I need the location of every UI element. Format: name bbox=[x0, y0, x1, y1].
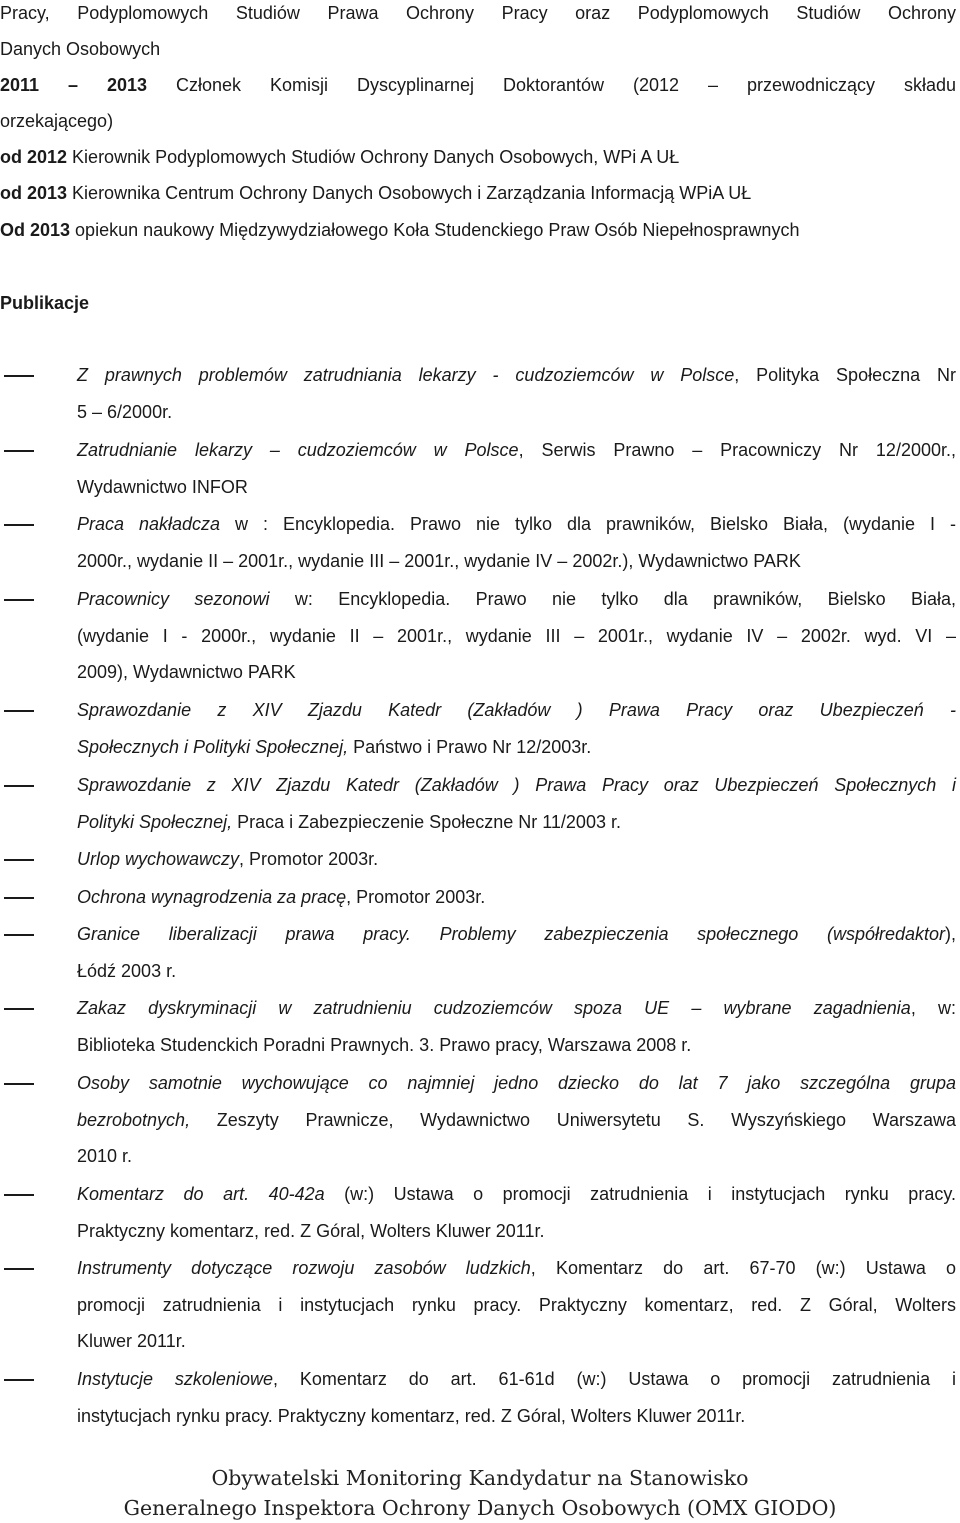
experience-line bbox=[0, 219, 956, 241]
publication-line bbox=[77, 848, 956, 870]
publication-line bbox=[77, 699, 956, 721]
publication-title: Praca nakładcza bbox=[77, 514, 221, 534]
publication-line bbox=[77, 439, 956, 461]
experience-line bbox=[0, 2, 956, 24]
dash-bullet bbox=[4, 599, 34, 601]
publication-details: , Komentarz do art. 67-70 (w:) Ustawa o bbox=[530, 1258, 956, 1278]
footer-line-2: Generalnego Inspektora Ochrony Danych Osobowych (OMX GIODO) bbox=[123, 1496, 837, 1520]
dash-bullet bbox=[4, 785, 34, 787]
dash-bullet bbox=[4, 710, 34, 712]
dash-bullet bbox=[4, 1379, 34, 1381]
publication-line bbox=[77, 513, 956, 535]
experience-line bbox=[0, 74, 956, 96]
publication-details: Państwo i Prawo Nr 12/2003r. bbox=[348, 737, 592, 757]
dash-bullet bbox=[4, 524, 34, 526]
date-range: od 2013 bbox=[0, 183, 68, 203]
publication-details: , Promotor 2003r. bbox=[239, 849, 379, 869]
publication-details: Kluwer 2011r. bbox=[77, 1331, 186, 1351]
publication-details: 2009), Wydawnictwo PARK bbox=[77, 662, 296, 682]
publication-line bbox=[77, 625, 956, 647]
publication-line bbox=[77, 886, 956, 908]
publication-line bbox=[77, 550, 956, 572]
publication-details: Biblioteka Studenckich Poradni Prawnych. 3. Prawo pracy, Warszawa 2008 r. bbox=[77, 1035, 692, 1055]
publication-line bbox=[77, 997, 956, 1019]
publication-title: Z prawnych problemów zatrudniania lekarzy - cudzoziemców w Polsce bbox=[77, 365, 735, 385]
dash-bullet bbox=[4, 1194, 34, 1196]
experience-line bbox=[0, 110, 956, 132]
date-range: 2011 – 2013 bbox=[0, 75, 148, 95]
dash-bullet bbox=[4, 1083, 34, 1085]
publication-title: Polityki Społecznej, bbox=[77, 812, 233, 832]
dash-bullet bbox=[4, 375, 34, 377]
publication-line bbox=[77, 1145, 956, 1167]
dash-bullet bbox=[4, 897, 34, 899]
dash-bullet bbox=[4, 1268, 34, 1270]
publication-title: Komentarz do art. 40-42a bbox=[77, 1184, 325, 1204]
publication-title: Zakaz dyskryminacji w zatrudnieniu cudzoziemców spoza UE – wybrane zagadnienia bbox=[77, 998, 911, 1018]
publication-title: bezrobotnych, bbox=[77, 1110, 191, 1130]
publication-title: Granice liberalizacji prawa pracy. Problemy zabezpieczenia społecznego (współredaktor bbox=[77, 924, 945, 944]
text: Kierownika Centrum Ochrony Danych Osobowych i Zarządzania Informacją WPiA UŁ bbox=[67, 183, 752, 203]
publication-line bbox=[77, 1294, 956, 1316]
experience-line bbox=[0, 38, 956, 60]
publication-details: ), bbox=[945, 924, 956, 944]
publication-line bbox=[77, 1220, 956, 1242]
publication-line bbox=[77, 476, 956, 498]
dash-bullet bbox=[4, 934, 34, 936]
publication-details: , Serwis Prawno – Pracowniczy Nr 12/2000r., bbox=[518, 440, 956, 460]
publication-details: 2000r., wydanie II – 2001r., wydanie III – 2001r., wydanie IV – 2002r.), Wydawnictwo PARK bbox=[77, 551, 801, 571]
publication-title: Społecznych i Polityki Społecznej, bbox=[77, 737, 349, 757]
publication-details: 5 – 6/2000r. bbox=[77, 402, 173, 422]
publication-line bbox=[77, 774, 956, 796]
publication-line bbox=[77, 661, 956, 683]
publication-line bbox=[77, 401, 956, 423]
publication-line bbox=[77, 1183, 956, 1205]
publication-line bbox=[77, 1072, 956, 1094]
publication-line bbox=[77, 960, 956, 982]
publication-details: Zeszyty Prawnicze, Wydawnictwo Uniwersytetu S. Wyszyńskiego Warszawa bbox=[190, 1110, 956, 1130]
publication-details: Praktyczny komentarz, red. Z Góral, Wolters Kluwer 2011r. bbox=[77, 1221, 545, 1241]
publication-details: Łódź 2003 r. bbox=[77, 961, 177, 981]
publication-details: w : Encyklopedia. Prawo nie tylko dla prawników, Bielsko Biała, (wydanie I - bbox=[220, 514, 957, 534]
publication-details: Praca i Zabezpieczenie Społeczne Nr 11/2003 r. bbox=[232, 812, 621, 832]
text: Członek Komisji Dyscyplinarnej Doktorantów (2012 – przewodniczący składu bbox=[147, 75, 956, 95]
publication-title: Sprawozdanie z XIV Zjazdu Katedr (Zakładów ) Prawa Pracy oraz Ubezpieczeń - bbox=[77, 700, 956, 720]
text: Pracy, Podyplomowych Studiów Prawa Ochrony Pracy oraz Podyplomowych Studiów Ochrony bbox=[0, 3, 956, 23]
experience-line bbox=[0, 182, 956, 204]
publication-line bbox=[77, 1109, 956, 1131]
publication-details: , Polityka Społeczna Nr bbox=[734, 365, 956, 385]
publication-details: (wydanie I - 2000r., wydanie II – 2001r., wydanie III – 2001r., wydanie IV – 2002r. wyd. VI – bbox=[77, 626, 956, 646]
publication-line bbox=[77, 736, 956, 758]
publication-details: , w: bbox=[910, 998, 956, 1018]
publication-title: Zatrudnianie lekarzy – cudzoziemców w Polsce bbox=[77, 440, 519, 460]
publication-line bbox=[77, 1034, 956, 1056]
publication-details: Wydawnictwo INFOR bbox=[77, 477, 248, 497]
dash-bullet bbox=[4, 1008, 34, 1010]
publication-title: Instytucje szkoleniowe bbox=[77, 1369, 273, 1389]
publication-title: Pracownicy sezonowi bbox=[77, 589, 270, 609]
publication-details: instytucjach rynku pracy. Praktyczny komentarz, red. Z Góral, Wolters Kluwer 2011r. bbox=[77, 1406, 746, 1426]
date-range: Od 2013 bbox=[0, 220, 71, 240]
text: Kierownik Podyplomowych Studiów Ochrony Danych Osobowych, WPi A UŁ bbox=[67, 147, 680, 167]
publication-details: 2010 r. bbox=[77, 1146, 133, 1166]
publication-title: Ochrona wynagrodzenia za pracę bbox=[77, 887, 347, 907]
publication-line bbox=[77, 588, 956, 610]
publication-title: Instrumenty dotyczące rozwoju zasobów ludzkich bbox=[77, 1258, 531, 1278]
publication-details: , Komentarz do art. 61-61d (w:) Ustawa o promocji zatrudnienia i bbox=[272, 1369, 956, 1389]
publication-line bbox=[77, 923, 956, 945]
publication-line bbox=[77, 1257, 956, 1279]
date-range: od 2012 bbox=[0, 147, 68, 167]
publication-title: Urlop wychowawczy bbox=[77, 849, 240, 869]
publication-title: Osoby samotnie wychowujące co najmniej jedno dziecko do lat 7 jako szczególna grupa bbox=[77, 1073, 956, 1093]
publication-details: , Promotor 2003r. bbox=[346, 887, 486, 907]
publication-line bbox=[77, 1330, 956, 1352]
publication-line bbox=[77, 364, 956, 386]
text: orzekającego) bbox=[0, 111, 114, 131]
publication-details: (w:) Ustawa o promocji zatrudnienia i instytucjach rynku pracy. bbox=[324, 1184, 956, 1204]
experience-line bbox=[0, 146, 956, 168]
dash-bullet bbox=[4, 859, 34, 861]
text: opiekun naukowy Międzywydziałowego Koła Studenckiego Praw Osób Niepełnosprawnych bbox=[70, 220, 800, 240]
publication-line bbox=[77, 811, 956, 833]
section-heading: Publikacje bbox=[0, 293, 90, 313]
publication-line bbox=[77, 1368, 956, 1390]
text: Danych Osobowych bbox=[0, 39, 161, 59]
publication-line bbox=[77, 1405, 956, 1427]
publication-details: w: Encyklopedia. Prawo nie tylko dla prawników, Bielsko Biała, bbox=[269, 589, 957, 609]
publication-title: Sprawozdanie z XIV Zjazdu Katedr (Zakładów ) Prawa Pracy oraz Ubezpieczeń Społecznych i bbox=[77, 775, 956, 795]
publication-details: promocji zatrudnienia i instytucjach rynku pracy. Praktyczny komentarz, red. Z Góral, Wolters bbox=[77, 1295, 956, 1315]
dash-bullet bbox=[4, 450, 34, 452]
footer-line-1: Obywatelski Monitoring Kandydatur na Stanowisko bbox=[211, 1466, 749, 1490]
